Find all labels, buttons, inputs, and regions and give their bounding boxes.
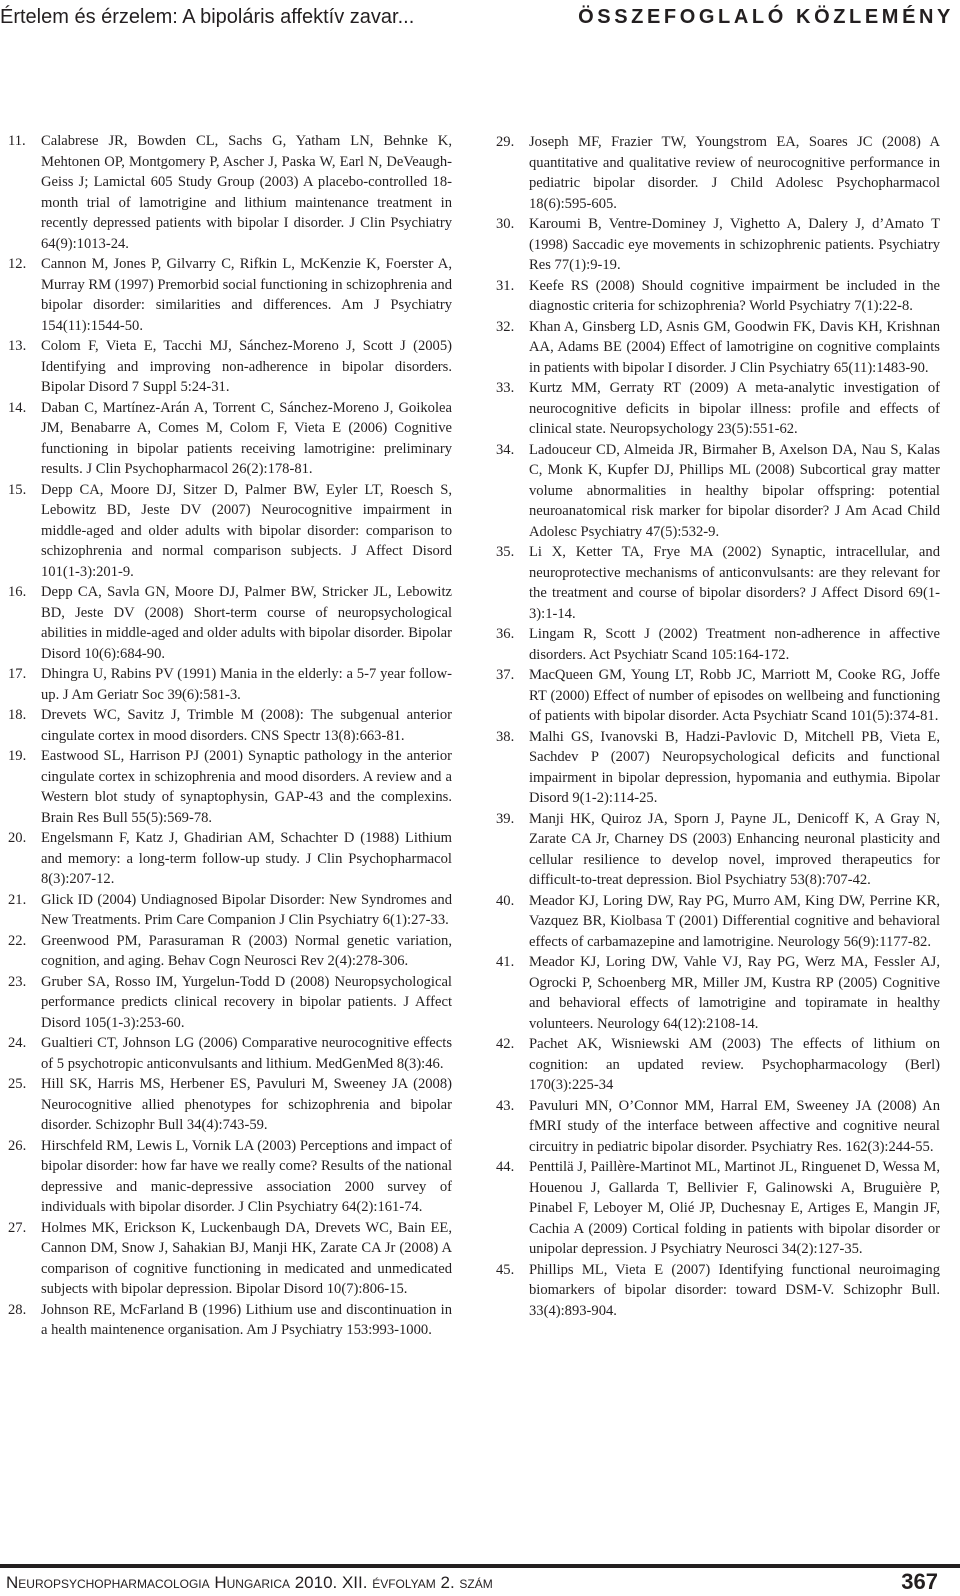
reference-item <box>8 1033 452 1074</box>
reference-text: Holmes MK, Erickson K, Luckenbaugh DA, Drevets WC, Bain EE, Cannon DM, Snow J, Sahakian BJ, Manji HK, Zarate CA Jr (2008) A comparison of cognitive functioning in medicated and unmedicated subjects with bipolar depression. Bipolar Disord 10(7):806-15. <box>41 1219 452 1297</box>
reference-text: Drevets WC, Savitz J, Trimble M (2008): The subgenual anterior cingulate cortex in mood disorders. CNS Spectr 13(8):663-81. <box>41 707 452 744</box>
reference-item <box>496 317 940 379</box>
reference-text: Greenwood PM, Parasuraman R (2003) Normal genetic variation, cognition, and aging. Behav Cogn Neurosci Rev 2(4):278-306. <box>41 932 452 969</box>
reference-item <box>8 254 452 336</box>
reference-item <box>496 952 940 1034</box>
reference-text: Pavuluri MN, O’Connor MM, Harral EM, Sweeney JA (2008) An fMRI study of the interface between affective and cognitive neural circuitry in pediatric bipolar disorder. Psychiatry Res. 162(3):244-55. <box>529 1097 940 1155</box>
reference-number: 36. <box>496 626 515 642</box>
reference-text: Penttilä J, Paillère-Martinot ML, Martinot JL, Ringuenet D, Wessa M, Houenou J, Gallarda T, Bellivier F, Galinowski A, Bruguière P, Pinabel F, Leboyer M, Olié JP, Duchesnay E, Artiges E, Mangin JF, Cachia A (2009) Cortical folding in patients with bipolar disorder or unipolar depression. J Psychiatry Neurosci 34(2):127-35. <box>529 1159 940 1257</box>
reference-text: Li X, Ketter TA, Frye MA (2002) Synaptic, intracellular, and neuroprotective mechanisms of anticonvulsants: are they relevant for the treatment and course of bipolar disorders? J Affect Disord 69(1-3):1-14. <box>529 544 940 622</box>
reference-item <box>8 1300 452 1341</box>
reference-item <box>8 828 452 890</box>
running-title: Értelem és érzelem: A bipoláris affektív zavar... <box>0 6 415 28</box>
article-type-label: ÖSSZEFOGLALÓ KÖZLEMÉNY <box>578 6 954 28</box>
reference-text: Meador KJ, Loring DW, Vahle VJ, Ray PG, Werz MA, Fessler AJ, Ogrocki P, Schoenberg MR, Miller JM, Kustra RP (2005) Cognitive and behavioral effects of lamotrigine and topiramate in healthy volunteers. Neurology 64(12):2108-14. <box>529 954 940 1032</box>
reference-number: 15. <box>8 481 27 498</box>
reference-text: Hirschfeld RM, Lewis L, Vornik LA (2003) Perceptions and impact of bipolar disorder: how far have we really come? Results of the national depressive and manic-depressive association 2000 survey of individuals with bipolar disorder. J Clin Psychiatry 64(2):161-74. <box>41 1137 452 1215</box>
reference-item <box>496 1096 940 1158</box>
reference-text: Ladouceur CD, Almeida JR, Birmaher B, Axelson DA, Nau S, Kalas C, Monk K, Kupfer DJ, Phillips ML (2008) Subcortical gray matter volume abnormalities in healthy bipolar offspring: potential neuroanatomical risk marker for bipolar disorder? J Am Acad Child Adolesc Psychiatry 47(5):532-9. <box>529 441 940 540</box>
reference-text: Meador KJ, Loring DW, Ray PG, Murro AM, King DW, Perrine KR, Vazquez BR, Kiolbasa T (2001) Differential cognitive and behavioral effects of carbamazepine and lamotrigine. Neurology 56(9):1177-82. <box>529 892 940 950</box>
reference-number: 26. <box>8 1137 27 1154</box>
reference-item <box>496 1157 940 1260</box>
reference-number: 40. <box>496 892 515 909</box>
reference-number: 13. <box>8 338 27 354</box>
reference-text: Gruber SA, Rosso IM, Yurgelun-Todd D (2008) Neuropsychological performance predicts clinical recovery in bipolar patients. J Affect Disord 105(1-3):253-60. <box>41 973 452 1031</box>
reference-item <box>496 214 940 276</box>
reference-number: 31. <box>496 277 515 294</box>
reference-text: Depp CA, Moore DJ, Sitzer D, Palmer BW, Eyler LT, Roesch S, Lebowitz BD, Jeste DV (2007) Neurocognitive impairment in middle-aged and older adults with bipolar disorder: comparison to schizophrenia and normal comparison subjects. J Affect Disord 101(1-3):201-9. <box>41 481 452 580</box>
reference-item <box>8 336 452 398</box>
reference-number: 32. <box>496 318 515 335</box>
reference-item <box>496 1034 940 1096</box>
reference-item <box>496 132 940 214</box>
reference-text: Engelsmann F, Katz J, Ghadirian AM, Schachter D (1988) Lithium and memory: a long-term follow-up study. J Clin Psychopharmacol 8(3):207-12. <box>41 830 452 887</box>
reference-text: Keefe RS (2008) Should cognitive impairment be included in the diagnostic criteria for schizophrenia? World Psychiatry 7(1):22-8. <box>529 277 940 314</box>
reference-text: Hill SK, Harris MS, Herbener ES, Pavuluri M, Sweeney JA (2008) Neurocognitive allied phenotypes for schizophrenia and bipolar disorder. Schizophr Bull 34(4):743-59. <box>41 1076 452 1133</box>
reference-text: Lingam R, Scott J (2002) Treatment non-adherence in affective disorders. Act Psychiatr Scand 105:164-172. <box>529 626 940 663</box>
reference-number: 18. <box>8 707 27 723</box>
reference-item <box>496 727 940 809</box>
reference-number: 22. <box>8 932 27 949</box>
reference-number: 43. <box>496 1097 515 1114</box>
reference-number: 41. <box>496 954 515 970</box>
reference-number: 25. <box>8 1076 27 1092</box>
journal-citation: Neuropsychopharmacologia Hungarica 2010. XII. évfolyam 2. szám <box>6 1573 493 1592</box>
reference-item <box>8 664 452 705</box>
reference-text: Phillips ML, Vieta E (2007) Identifying functional neuroimaging biomarkers of bipolar disorder: toward DSM-V. Schizophr Bull. 33(4):893-904. <box>529 1261 940 1319</box>
reference-item <box>8 1218 452 1300</box>
reference-text: Colom F, Vieta E, Tacchi MJ, Sánchez-Moreno J, Scott J (2005) Identifying and improving non-adherence in bipolar disorders. Bipolar Disord 7 Suppl 5:24-31. <box>41 338 452 395</box>
reference-list-right <box>496 132 940 1321</box>
reference-item <box>496 891 940 953</box>
reference-text: Johnson RE, McFarland B (1996) Lithium use and discontinuation in a health maintenence organisation. Am J Psychiatry 153:993-1000. <box>41 1301 452 1338</box>
reference-text: Calabrese JR, Bowden CL, Sachs G, Yatham LN, Behnke K, Mehtonen OP, Montgomery P, Ascher J, Paska W, Earl N, DeVeaugh-Geiss J; Lamictal 605 Study Group (2003) A placebo-controlled 18-month trial of lamotrigine and lithium maintenance treatment in recently depressed patients with bipolar I disorder. J Clin Psychiatry 64(9):1013-24. <box>41 133 452 252</box>
footer-rule <box>0 1564 960 1568</box>
page-number: 367 <box>901 1569 938 1594</box>
reference-item <box>8 1074 452 1136</box>
reference-number: 14. <box>8 399 27 416</box>
reference-number: 39. <box>496 810 515 827</box>
reference-text: Cannon M, Jones P, Gilvarry C, Rifkin L, McKenzie K, Foerster A, Murray RM (1997) Premorbid social functioning in schizophrenia and bipolar disorder: similarities and differences. Am J Psychiatry 154(11):1544-50. <box>41 256 452 334</box>
reference-item <box>8 705 452 746</box>
reference-item <box>496 440 940 543</box>
reference-text: Glick ID (2004) Undiagnosed Bipolar Disorder: New Syndromes and New Treatments. Prim Care Companion J Clin Psychiatry 6(1):27-33. <box>41 891 452 928</box>
reference-number: 30. <box>496 216 515 232</box>
reference-text: Kurtz MM, Gerraty RT (2009) A meta-analytic investigation of neurocognitive deficits in bipolar illness: profile and effects of clinical state. Neuropsychology 23(5):551-62. <box>529 380 940 437</box>
reference-text: Joseph MF, Frazier TW, Youngstrom EA, Soares JC (2008) A quantitative and qualitative review of neurocognitive performance in pediatric bipolar disorder. J Child Adolesc Psychopharmacol 18(6):595-605. <box>529 134 940 212</box>
reference-text: Manji HK, Quiroz JA, Sporn J, Payne JL, Denicoff K, A Gray N, Zarate CA Jr, Charney DS (2003) Enhancing neuronal plasticity and cellular resilience to develop novel, improved therapeutics for difficult-to-treat depression. Biol Psychiatry 53(8):707-42. <box>529 810 940 888</box>
reference-item <box>496 809 940 891</box>
reference-number: 24. <box>8 1035 27 1051</box>
reference-item <box>8 890 452 931</box>
reference-number: 27. <box>8 1219 27 1236</box>
reference-number: 33. <box>496 380 515 396</box>
reference-number: 38. <box>496 728 515 745</box>
reference-item <box>496 1260 940 1322</box>
reference-item <box>8 582 452 664</box>
reference-text: Karoumi B, Ventre-Dominey J, Vighetto A, Dalery J, d’Amato T (1998) Saccadic eye movements in schizophrenic patients. Psychiatry Res 77(1):9-19. <box>529 216 940 273</box>
reference-item <box>8 972 452 1034</box>
reference-number: 35. <box>496 544 515 560</box>
reference-number: 12. <box>8 256 27 272</box>
reference-item <box>496 378 940 440</box>
reference-number: 28. <box>8 1301 27 1318</box>
reference-number: 37. <box>496 667 515 683</box>
reference-number: 11. <box>8 133 26 149</box>
reference-text: Pachet AK, Wisniewski AM (2003) The effects of lithium on cognition: an updated review. Psychopharmacology (Berl) 170(3):225-34 <box>529 1036 940 1093</box>
reference-item <box>8 1136 452 1218</box>
reference-text: Eastwood SL, Harrison PJ (2001) Synaptic pathology in the anterior cingulate cortex in schizophrenia and mood disorders. A review and a Western blot study of synaptophysin, GAP-43 and the complexins. Brain Res Bull 55(5):569-78. <box>41 748 452 826</box>
reference-item <box>496 665 940 727</box>
reference-number: 21. <box>8 891 27 908</box>
reference-item <box>8 746 452 828</box>
reference-text: Daban C, Martínez-Arán A, Torrent C, Sánchez-Moreno J, Goikolea JM, Benabarre A, Comes M, Colom F, Vieta E (2006) Cognitive functioning in bipolar patients receiving lamotrigine: preliminary results. J Clin Psychopharmacol 26(2):178-81. <box>41 399 452 477</box>
reference-item <box>496 542 940 624</box>
reference-number: 20. <box>8 830 27 846</box>
reference-text: Depp CA, Savla GN, Moore DJ, Palmer BW, Stricker JL, Lebowitz BD, Jeste DV (2008) Short-term course of neuropsychological abilities in middle-aged and older adults with bipolar disorder. Bipolar Disord 10(6):684-90. <box>41 584 452 662</box>
reference-text: Gualtieri CT, Johnson LG (2006) Comparative neurocognitive effects of 5 psychotropic anticonvulsants and lithium. MedGenMed 8(3):46. <box>41 1035 452 1072</box>
reference-number: 45. <box>496 1261 515 1278</box>
reference-number: 29. <box>496 134 515 150</box>
reference-list-left <box>8 131 452 1341</box>
reference-item <box>496 624 940 665</box>
reference-number: 16. <box>8 584 27 600</box>
reference-item <box>8 131 452 254</box>
reference-number: 44. <box>496 1159 515 1175</box>
reference-text: Khan A, Ginsberg LD, Asnis GM, Goodwin FK, Davis KH, Krishnan AA, Adams BE (2004) Effect of lamotrigine on cognitive complaints in patients with bipolar I disorder. J Clin Psychiatry 65(11):1483-90. <box>529 318 940 376</box>
reference-number: 19. <box>8 748 27 764</box>
reference-number: 42. <box>496 1036 515 1052</box>
reference-text: MacQueen GM, Young LT, Robb JC, Marriott M, Cooke RG, Joffe RT (2000) Effect of number of episodes on wellbeing and functioning of patients with bipolar disorder. Acta Psychiatr Scand 101(5):374-81. <box>529 667 940 724</box>
reference-text: Malhi GS, Ivanovski B, Hadzi-Pavlovic D, Mitchell PB, Vieta E, Sachdev P (2007) Neuropsychological deficits and functional impairment in bipolar depression, hypomania and euthymia. Bipolar Disord 9(1-2):114-25. <box>529 728 940 806</box>
reference-item <box>496 276 940 317</box>
reference-item <box>8 931 452 972</box>
reference-number: 17. <box>8 666 27 682</box>
reference-number: 23. <box>8 973 27 990</box>
reference-text: Dhingra U, Rabins PV (1991) Mania in the elderly: a 5-7 year follow-up. J Am Geriatr Soc 39(6):581-3. <box>41 666 452 703</box>
reference-item <box>8 398 452 480</box>
reference-number: 34. <box>496 441 515 458</box>
reference-item <box>8 480 452 583</box>
